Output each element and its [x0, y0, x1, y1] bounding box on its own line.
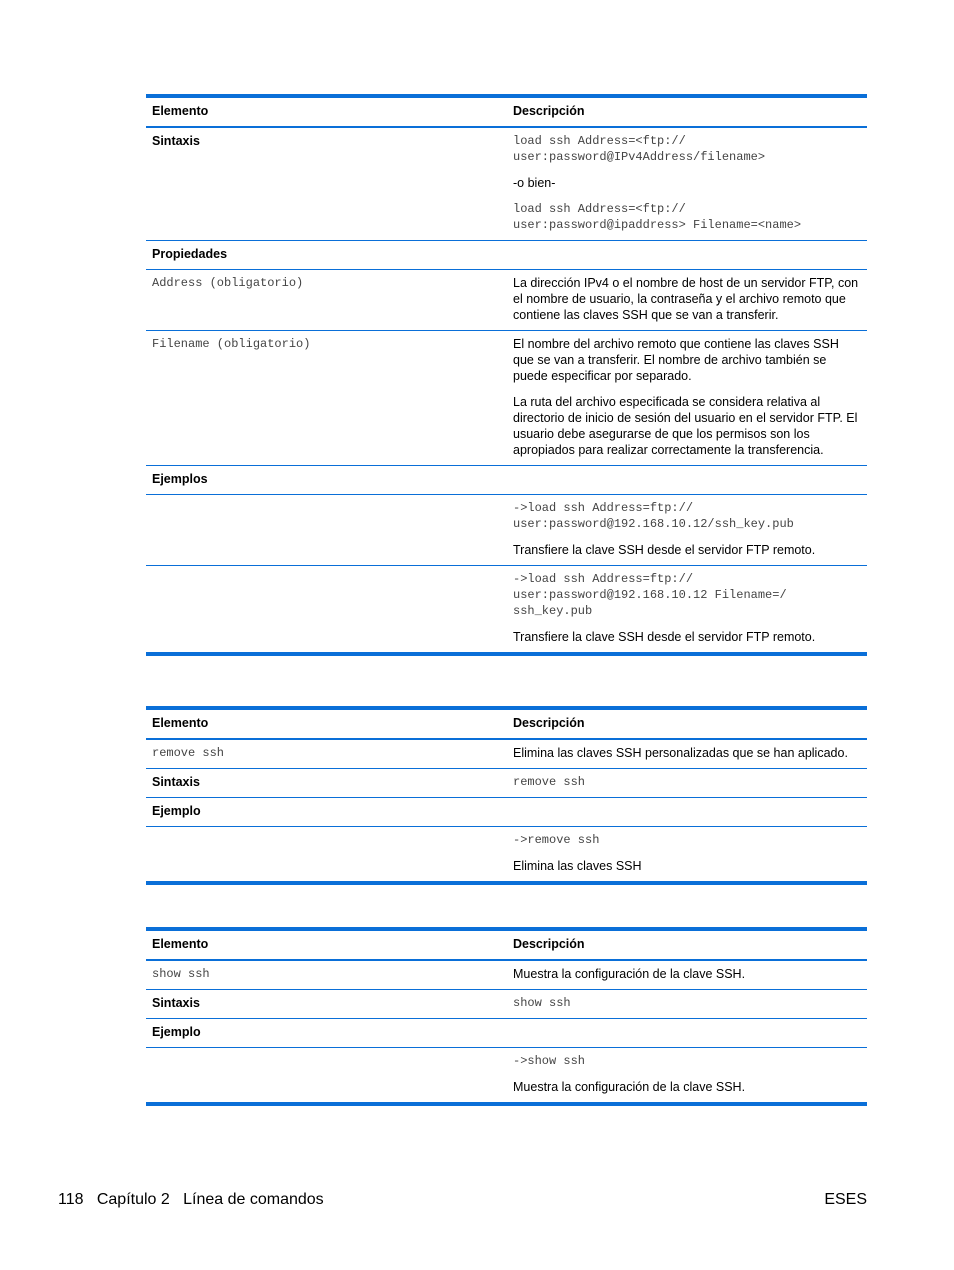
header-elemento: Elemento	[152, 937, 209, 951]
syntax-label: Sintaxis	[152, 134, 200, 148]
syntax-code: load ssh Address=<ftp:// user:password@IPv4Address/filename>	[513, 134, 766, 164]
element-row	[146, 740, 867, 769]
example-label-row	[146, 798, 867, 827]
example2-desc: Transfiere la clave SSH desde el servidor FTP remoto.	[513, 630, 816, 644]
table-header-row	[146, 710, 867, 740]
address-label: Address (obligatorio)	[152, 276, 304, 290]
page-footer	[58, 1191, 867, 1209]
address-desc: La dirección IPv4 o el nombre de host de un servidor FTP, con el nombre de usuario, la contraseña y el archivo remoto que contiene las claves SSH que se van a transferir.	[513, 276, 859, 322]
remove-ssh-table	[146, 706, 867, 885]
filename-label: Filename (obligatorio)	[152, 337, 311, 351]
header-descripcion: Descripción	[513, 716, 585, 730]
load-ssh-table	[146, 94, 867, 656]
table-header-row	[146, 931, 867, 961]
element-name: show ssh	[152, 967, 210, 981]
example-desc: Elimina las claves SSH	[513, 859, 642, 873]
example1-desc: Transfiere la clave SSH desde el servidor FTP remoto.	[513, 543, 816, 557]
show-ssh-table	[146, 927, 867, 1106]
example-label-row	[146, 1019, 867, 1048]
header-elemento: Elemento	[152, 104, 209, 118]
syntax-row	[146, 990, 867, 1019]
footer-page-chapter: 118 Capítulo 2 Línea de comandos	[58, 1191, 324, 1208]
examples-row	[146, 466, 867, 495]
example2-code: ->load ssh Address=ftp:// user:password@192.168.10.12 Filename=/ ssh_key.pub	[513, 572, 787, 618]
examples-label: Ejemplos	[152, 472, 208, 486]
filename-row	[146, 331, 867, 466]
syntax-row	[146, 769, 867, 798]
syntax-label: Sintaxis	[152, 775, 200, 789]
example-code: ->show ssh	[513, 1054, 586, 1068]
example-desc: Muestra la configuración de la clave SSH.	[513, 1080, 746, 1094]
syntax-code-alt: load ssh Address=<ftp:// user:password@ipaddress> Filename=<name>	[513, 202, 802, 232]
example-row	[146, 827, 867, 881]
syntax-or: -o bien-	[513, 176, 556, 190]
element-name: remove ssh	[152, 746, 225, 760]
element-desc: Muestra la configuración de la clave SSH.	[513, 967, 746, 981]
table-header-row	[146, 98, 867, 128]
header-descripcion: Descripción	[513, 104, 585, 118]
syntax-label: Sintaxis	[152, 996, 200, 1010]
element-desc: Elimina las claves SSH personalizadas que se han aplicado.	[513, 746, 848, 760]
address-row	[146, 270, 867, 331]
footer-locale: ESES	[824, 1191, 867, 1208]
header-descripcion: Descripción	[513, 937, 585, 951]
filename-desc: El nombre del archivo remoto que contiene las claves SSH que se van a transferir. El nombre de archivo también se puede especificar por separado.	[513, 337, 839, 383]
syntax-row	[146, 128, 867, 241]
example-label: Ejemplo	[152, 804, 201, 818]
example-code: ->remove ssh	[513, 833, 600, 847]
example-row	[146, 1048, 867, 1102]
example2-row	[146, 566, 867, 652]
header-elemento: Elemento	[152, 716, 209, 730]
syntax-code: show ssh	[513, 996, 571, 1010]
example1-row	[146, 495, 867, 566]
properties-row	[146, 241, 867, 270]
example-label: Ejemplo	[152, 1025, 201, 1039]
filename-desc-path: La ruta del archivo especificada se considera relativa al directorio de inicio de sesión del usuario en el servidor FTP. El usuario debe asegurarse de que los permisos son los apropiados para realizar correctamente la transferencia.	[513, 395, 858, 457]
example1-code: ->load ssh Address=ftp:// user:password@192.168.10.12/ssh_key.pub	[513, 501, 794, 531]
properties-label: Propiedades	[152, 247, 228, 261]
syntax-code: remove ssh	[513, 775, 586, 789]
element-row	[146, 961, 867, 990]
